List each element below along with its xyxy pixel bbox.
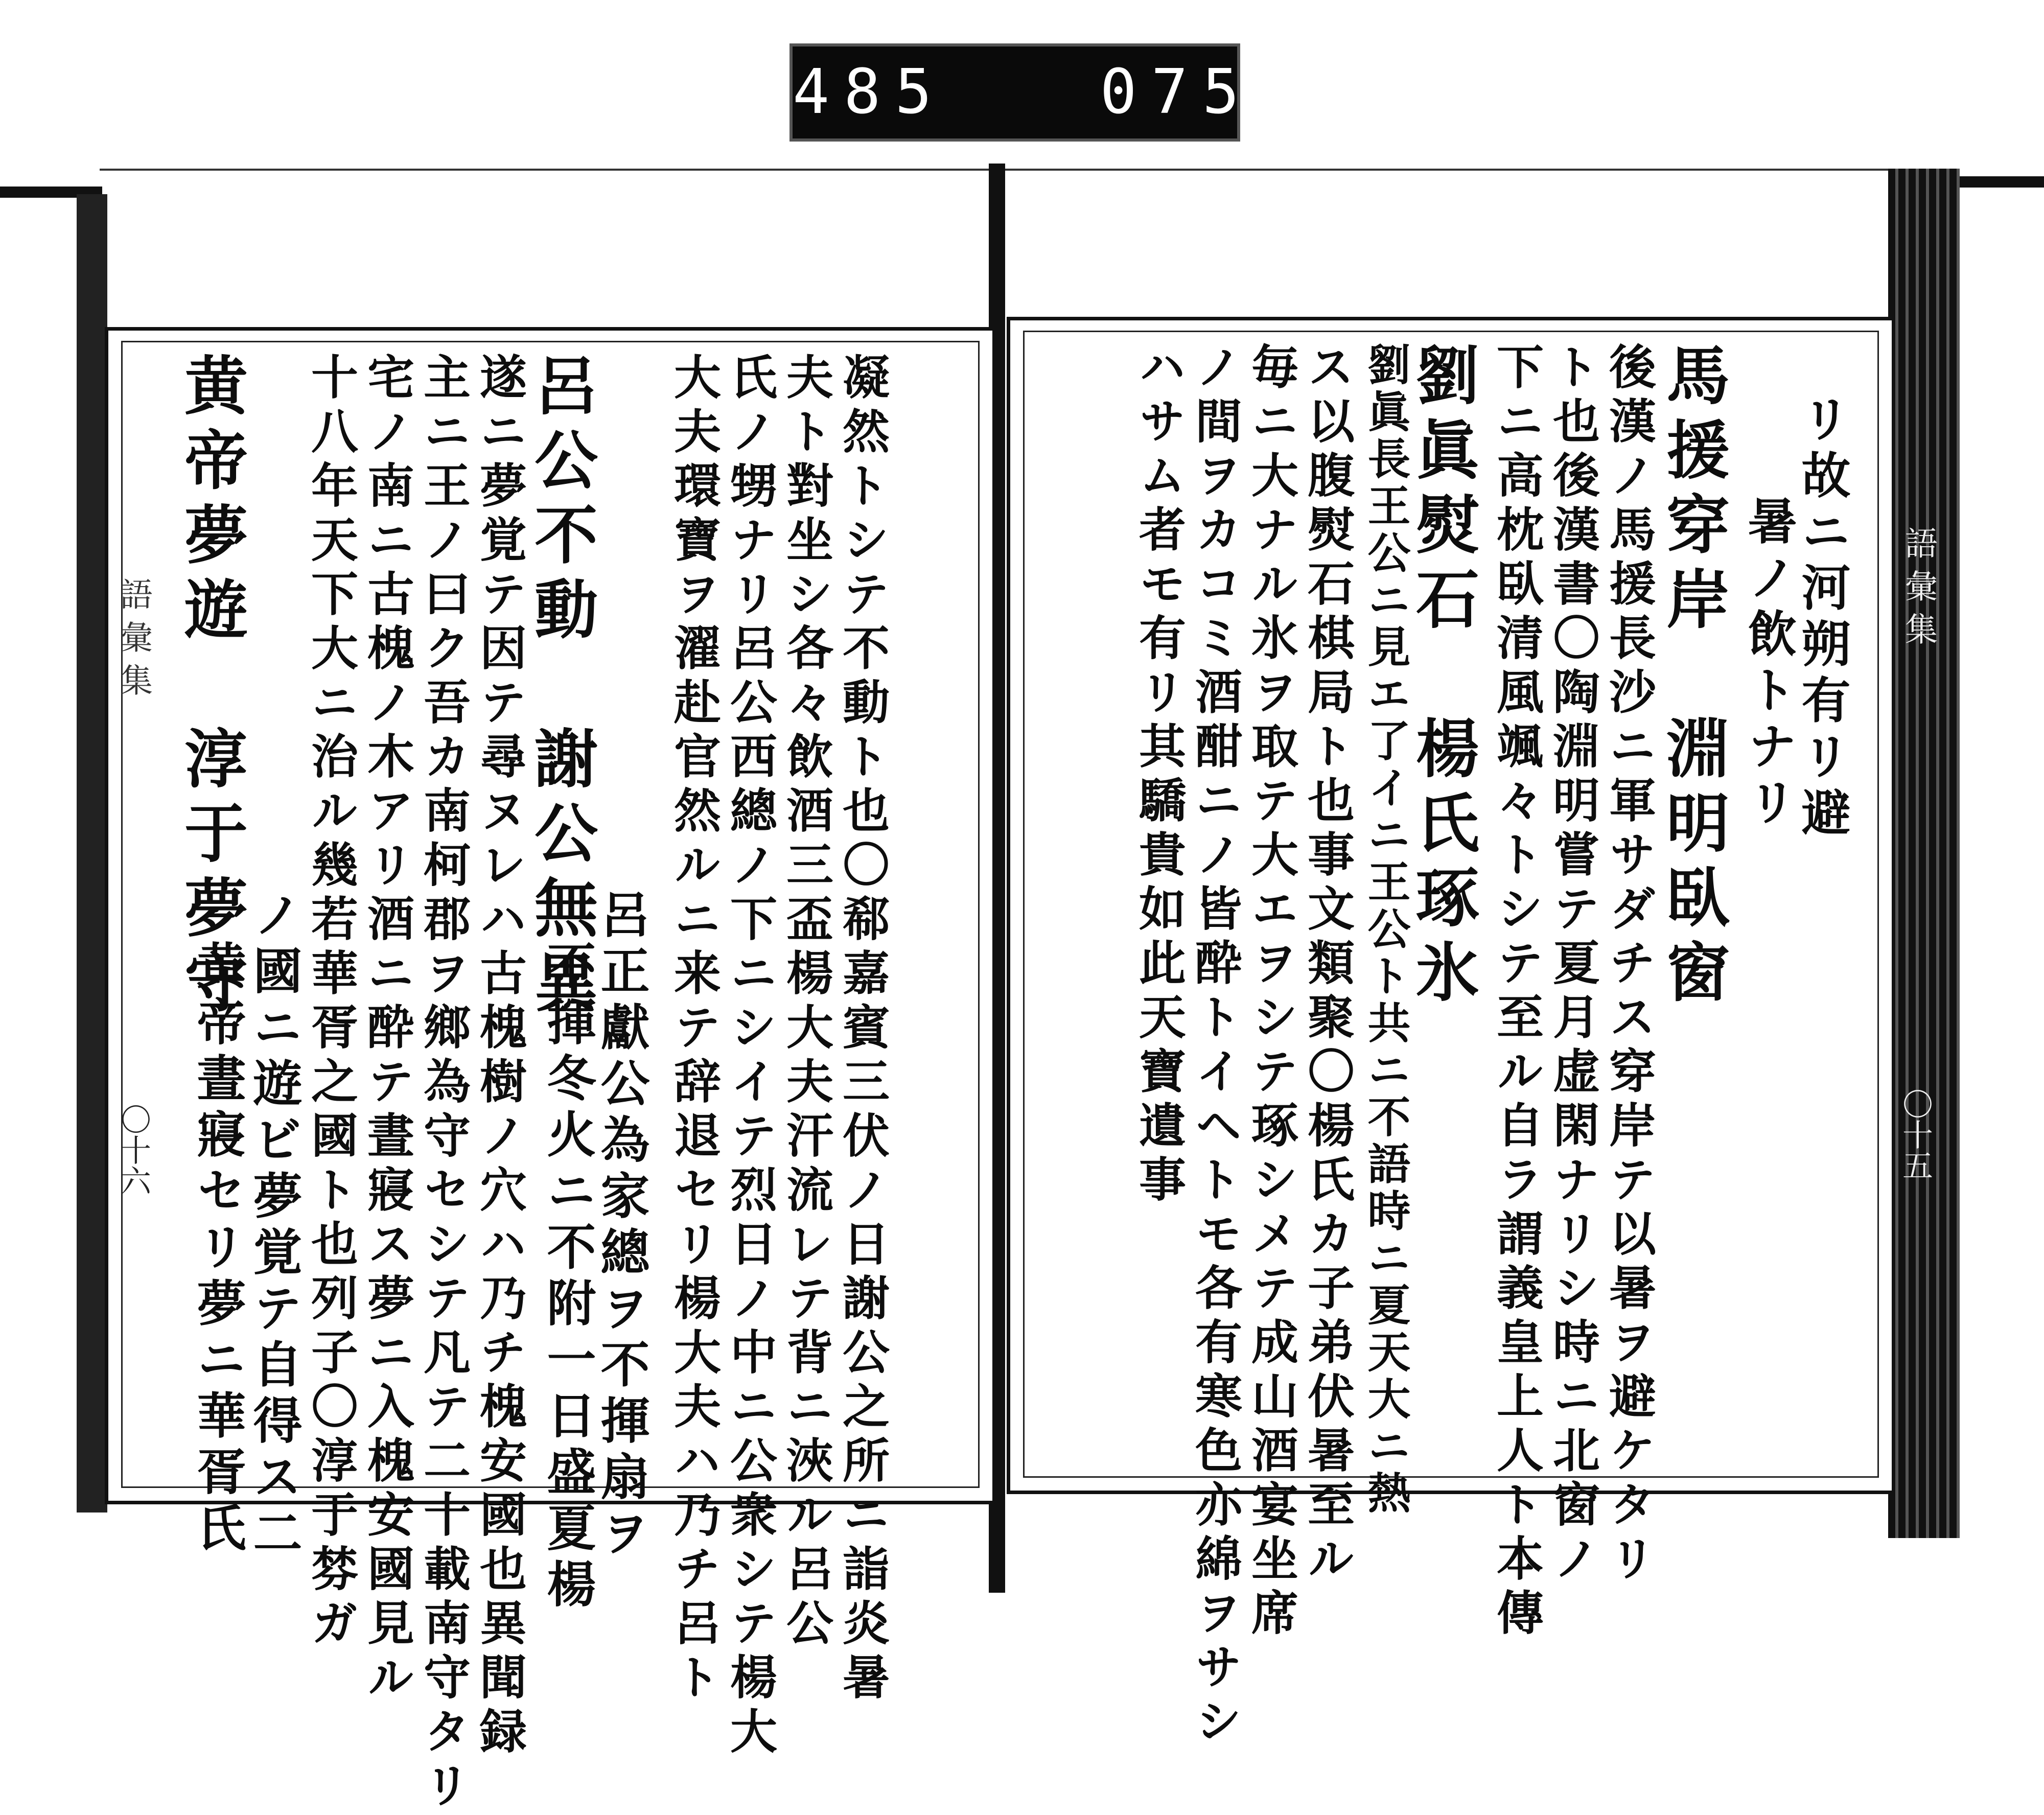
right-margin-title: 語彙集 [1899,526,1937,655]
text-column: ノ間ヲカコミ酒酣ニノ皆酔トイヘトモ各有寒色亦綿ヲサシ [1188,342,1243,1751]
left-margin-title: 語彙集 [114,577,152,706]
text-column: ノ國ニ遊ビ夢覚テ自得ス二 [245,889,303,1564]
book-edge-left [77,194,107,1512]
book-edge-right [1888,169,1960,1538]
text-column: 下ニ高枕臥清風颯々トシテ至ル自ラ謂義皇上人ト本傳 [1489,342,1544,1642]
text-column: 黄帝晝寢セリ夢ニ華胥氏 [189,940,247,1558]
text-column: 劉眞長王公ニ見エ了イニ王公ト共ニ不語時ニ夏天大ニ熱 [1361,342,1411,1518]
text-column: 遂ニ夢覚テ因テ尋ヌレハ古槐樹ノ穴ハ乃チ槐安國也異聞録 [472,353,527,1761]
text-column: 呂正獻公為家總ヲ不揮扇ヲ [593,889,651,1564]
text-column: 十八年天下大ニ治ル幾若華胥之國ト也列子〇淳于棼ガ [304,353,359,1653]
text-column: 夫ト對坐シ各々飲酒三盃楊大夫汗流レテ背ニ浹ル呂公 [779,353,834,1653]
left-page-frame [121,341,980,1815]
heading-huangdi: 黄帝夢遊 淳于夢守 [174,353,248,1024]
right-page [1007,317,1895,1751]
text-column: リ故ニ河朔有リ避 [1794,393,1851,843]
text-column: 毎ニ大ナル氷ヲ取テ大エヲシテ琢シメテ成山酒宴坐席 [1244,342,1299,1642]
heading-lugong: 呂公不動 謝公無異 [524,353,598,1024]
right-page-frame [1023,331,1879,1751]
text-column: 氏ノ甥ナリ呂公西總ノ下ニシイテ烈日ノ中ニ公衆シテ楊大 [723,353,778,1761]
text-column: 主ニ王ノ曰ク吾カ南柯郡ヲ鄉為守セシテ凡テ二十載南守タリ [416,353,471,1815]
text-column: 凝然トシテ不動ト也〇郗嘉賓三伏ノ日謝公之所ニ詣炎暑 [835,353,890,1707]
text-column: 宅ノ南ニ古槐ノ木アリ酒ニ酔テ晝寢ス夢ニ入槐安國見ル [360,353,415,1707]
heading-liuzhen: 劉眞熨石 楊氏琢氷 [1405,342,1479,1014]
text-column: 暑ノ飲トナリ [1740,496,1798,833]
heading-mayuan: 馬援穿岸 淵明臥窗 [1656,342,1730,1014]
text-column: ス以腹熨石棋局ト也事文類聚〇楊氏カ子弟伏暑至ル [1300,342,1355,1588]
microfilm-frame-label: 485 075. [789,43,1240,142]
text-column: 後漢ノ馬援長沙ニ軍サダチス穿岸テ以暑ヲ避ケタリ [1601,342,1657,1588]
text-column: 大夫環寶ヲ濯赴官然ルニ来テ辞退セリ楊大夫ハ乃チ呂ト [666,353,722,1707]
text-column: ハサム者モ有リ其驕貴如此天寶遺事 [1131,342,1187,1209]
text-column: 不揮冬火ニ不附一日盛夏楊 [539,940,597,1615]
left-page [105,327,996,1815]
right-folio: 〇十五 [1897,1088,1933,1180]
left-folio: 〇十六 [115,1104,151,1196]
text-column: ト也後漢書〇陶淵明嘗テ夏月虚閑ナリシ時ニ北窗ノ [1545,342,1600,1588]
